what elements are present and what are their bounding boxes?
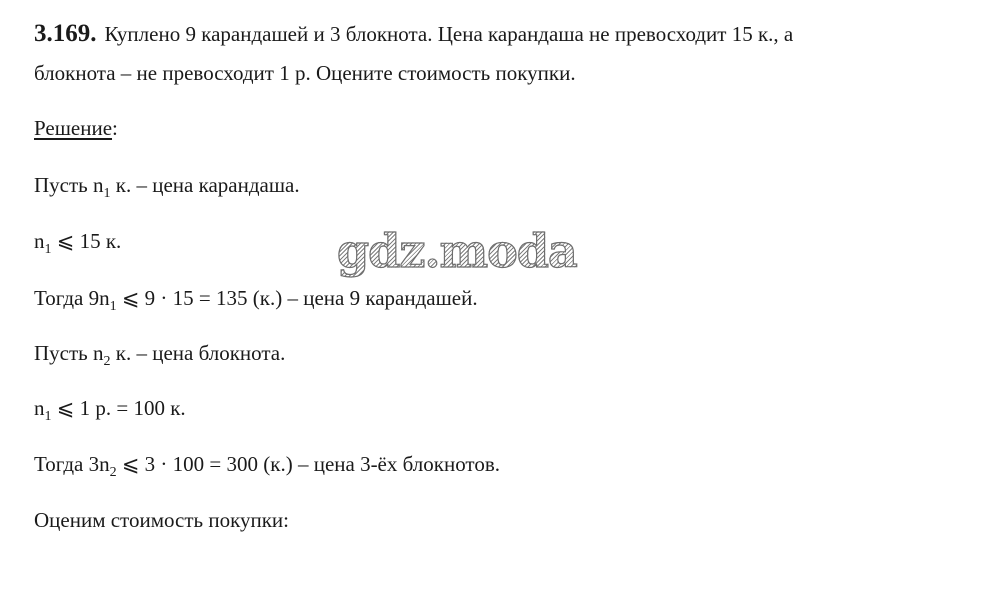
problem-number: 3.169. (34, 20, 97, 47)
text-part: к. – цена карандаша. (110, 173, 300, 197)
solution-line-3 (34, 285, 478, 320)
text-part: ⩽ 15 к. (51, 229, 122, 253)
solution-heading (34, 115, 118, 141)
solution-line-7 (34, 507, 289, 533)
solution-heading-colon: : (112, 116, 118, 140)
solution-line-5 (34, 395, 186, 430)
subscript: 2 (109, 465, 117, 480)
problem-text-1: Куплено 9 карандашей и 3 блокнота. Цена карандаша не превосходит 15 к., а (104, 22, 794, 46)
text-part: ⩽ 9 · 15 = 135 (к.) – цена 9 карандашей. (116, 286, 478, 310)
solution-line-6 (34, 451, 500, 486)
subscript: 1 (44, 409, 52, 424)
solution-heading-text: Решение (34, 116, 113, 140)
text-part: n (34, 396, 45, 420)
subscript: 1 (103, 186, 111, 201)
subscript: 1 (109, 299, 117, 314)
problem-line-1 (34, 21, 793, 47)
text-part: к. – цена блокнота. (110, 341, 286, 365)
text-part: Пусть n (34, 341, 104, 365)
watermark-logo: gdz.moda (337, 224, 577, 278)
problem-text-2: блокнота – не превосходит 1 р. Оцените стоимость покупки. (34, 61, 576, 85)
text-part: Пусть n (34, 173, 104, 197)
text-part: ⩽ 1 р. = 100 к. (51, 396, 186, 420)
solution-line-4 (34, 340, 285, 375)
problem-line-2 (34, 60, 576, 86)
solution-line-1 (34, 172, 300, 207)
text-part: ⩽ 3 · 100 = 300 (к.) – цена 3-ёх блокнотов. (116, 452, 501, 476)
text-part: Тогда 9n (34, 286, 110, 310)
solution-line-2 (34, 228, 121, 263)
text-part: n (34, 229, 45, 253)
subscript: 1 (44, 242, 52, 257)
text-part: Оценим стоимость покупки: (34, 508, 289, 532)
subscript: 2 (103, 354, 111, 369)
text-part: Тогда 3n (34, 452, 110, 476)
